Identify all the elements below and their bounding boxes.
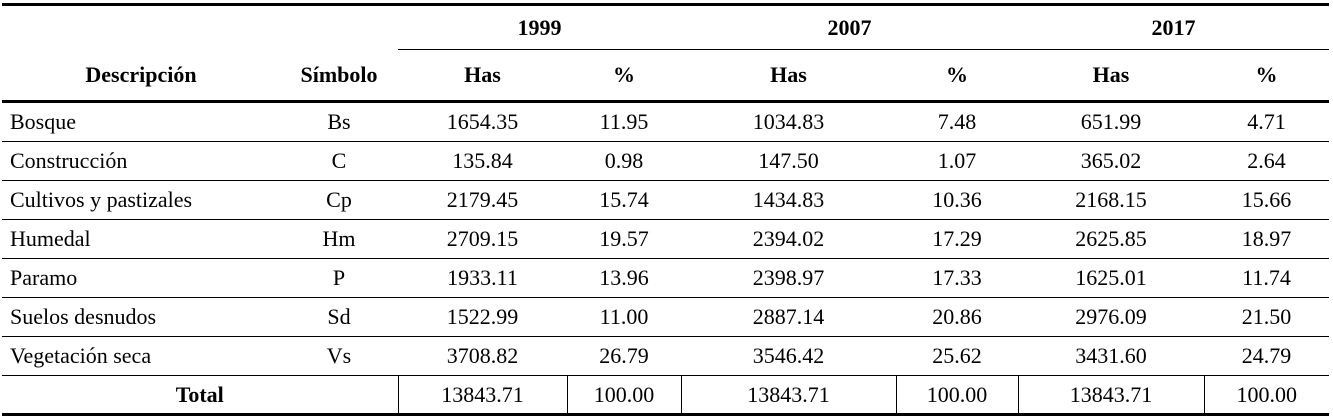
pct-1999-cell: 15.74 <box>567 181 681 220</box>
pct-2007-cell: 10.36 <box>896 181 1018 220</box>
pct-2017-cell: 4.71 <box>1204 102 1329 142</box>
row-descripcion: Construcción <box>2 142 280 181</box>
empty-header-cell <box>280 5 398 50</box>
row-simbolo: Vs <box>280 337 398 376</box>
row-simbolo: P <box>280 259 398 298</box>
has-2017-cell: 651.99 <box>1018 102 1204 142</box>
pct-1999-cell: 11.95 <box>567 102 681 142</box>
row-simbolo: Sd <box>280 298 398 337</box>
pct-header-1999: % <box>567 50 681 102</box>
has-2007-cell: 2398.97 <box>681 259 896 298</box>
total-has-1999: 13843.71 <box>398 376 567 415</box>
has-2017-cell: 365.02 <box>1018 142 1204 181</box>
has-2017-cell: 2168.15 <box>1018 181 1204 220</box>
has-1999-cell: 135.84 <box>398 142 567 181</box>
has-1999-cell: 1933.11 <box>398 259 567 298</box>
has-1999-cell: 1522.99 <box>398 298 567 337</box>
has-2017-cell: 1625.01 <box>1018 259 1204 298</box>
has-2007-cell: 147.50 <box>681 142 896 181</box>
has-2007-cell: 1034.83 <box>681 102 896 142</box>
table-row <box>2 142 1329 181</box>
has-2007-cell: 2394.02 <box>681 220 896 259</box>
pct-2017-cell: 11.74 <box>1204 259 1329 298</box>
total-row <box>2 376 1329 415</box>
pct-2007-cell: 17.33 <box>896 259 1018 298</box>
empty-header-cell <box>2 5 280 50</box>
column-header-row <box>2 50 1329 102</box>
table-row <box>2 102 1329 142</box>
year-header-row <box>2 5 1329 50</box>
has-header-2017: Has <box>1018 50 1204 102</box>
row-descripcion: Suelos desnudos <box>2 298 280 337</box>
total-label: Total <box>2 376 398 415</box>
row-simbolo: Hm <box>280 220 398 259</box>
pct-2017-cell: 21.50 <box>1204 298 1329 337</box>
table-row <box>2 181 1329 220</box>
pct-1999-cell: 19.57 <box>567 220 681 259</box>
row-simbolo: C <box>280 142 398 181</box>
has-2017-cell: 2976.09 <box>1018 298 1204 337</box>
pct-2007-cell: 25.62 <box>896 337 1018 376</box>
has-1999-cell: 1654.35 <box>398 102 567 142</box>
has-2017-cell: 3431.60 <box>1018 337 1204 376</box>
table-row <box>2 259 1329 298</box>
simbolo-header: Símbolo <box>280 50 398 102</box>
pct-header-2007: % <box>896 50 1018 102</box>
has-2017-cell: 2625.85 <box>1018 220 1204 259</box>
land-cover-table <box>2 3 1329 416</box>
has-2007-cell: 2887.14 <box>681 298 896 337</box>
row-descripcion: Cultivos y pastizales <box>2 181 280 220</box>
row-descripcion: Humedal <box>2 220 280 259</box>
pct-2007-cell: 17.29 <box>896 220 1018 259</box>
row-descripcion: Paramo <box>2 259 280 298</box>
has-header-1999: Has <box>398 50 567 102</box>
row-descripcion: Vegetación seca <box>2 337 280 376</box>
total-has-2007: 13843.71 <box>681 376 896 415</box>
year-1999-header: 1999 <box>398 5 681 50</box>
pct-2017-cell: 24.79 <box>1204 337 1329 376</box>
table-row <box>2 220 1329 259</box>
total-pct-1999: 100.00 <box>567 376 681 415</box>
has-2007-cell: 3546.42 <box>681 337 896 376</box>
has-1999-cell: 3708.82 <box>398 337 567 376</box>
total-pct-2007: 100.00 <box>896 376 1018 415</box>
has-1999-cell: 2179.45 <box>398 181 567 220</box>
pct-1999-cell: 11.00 <box>567 298 681 337</box>
total-has-2017: 13843.71 <box>1018 376 1204 415</box>
has-header-2007: Has <box>681 50 896 102</box>
pct-2007-cell: 20.86 <box>896 298 1018 337</box>
has-2007-cell: 1434.83 <box>681 181 896 220</box>
year-2007-header: 2007 <box>681 5 1018 50</box>
pct-1999-cell: 13.96 <box>567 259 681 298</box>
table-row <box>2 337 1329 376</box>
table-row <box>2 298 1329 337</box>
pct-2007-cell: 1.07 <box>896 142 1018 181</box>
pct-2017-cell: 18.97 <box>1204 220 1329 259</box>
row-simbolo: Cp <box>280 181 398 220</box>
pct-2007-cell: 7.48 <box>896 102 1018 142</box>
total-pct-2017: 100.00 <box>1204 376 1329 415</box>
row-descripcion: Bosque <box>2 102 280 142</box>
has-1999-cell: 2709.15 <box>398 220 567 259</box>
pct-2017-cell: 2.64 <box>1204 142 1329 181</box>
descripcion-header: Descripción <box>2 50 280 102</box>
row-simbolo: Bs <box>280 102 398 142</box>
year-2017-header: 2017 <box>1018 5 1329 50</box>
pct-header-2017: % <box>1204 50 1329 102</box>
pct-1999-cell: 26.79 <box>567 337 681 376</box>
pct-1999-cell: 0.98 <box>567 142 681 181</box>
pct-2017-cell: 15.66 <box>1204 181 1329 220</box>
